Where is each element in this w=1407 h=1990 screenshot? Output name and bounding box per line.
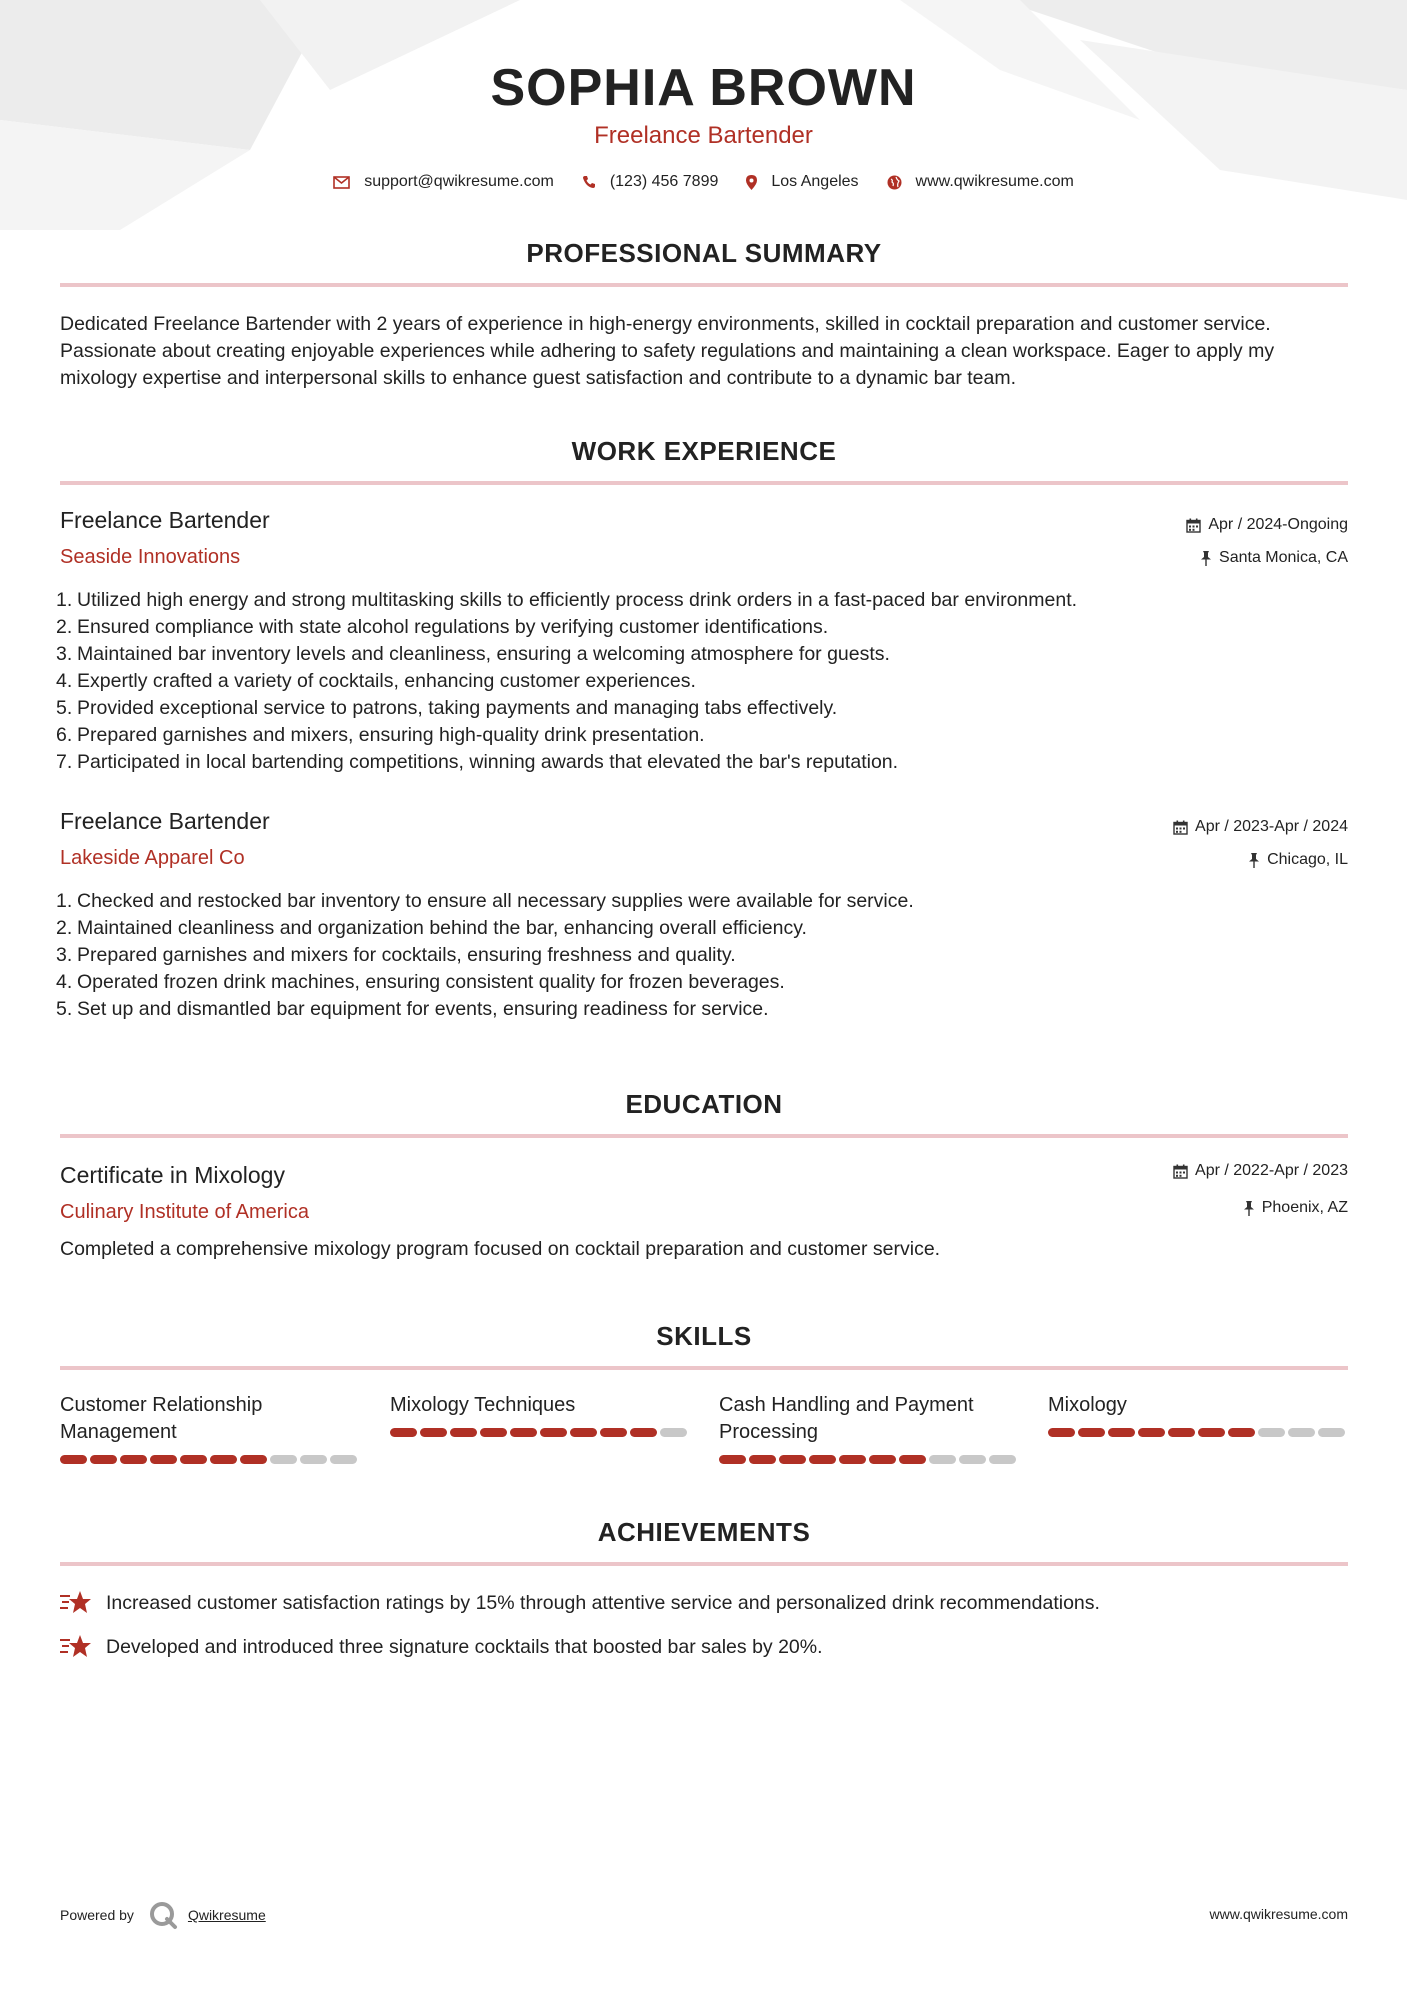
skill-segment-filled <box>809 1455 836 1464</box>
list-item: 1. Utilized high energy and strong multitasking skills to efficiently process drink orders in a fast-paced bar environment. <box>56 589 1078 611</box>
job-location <box>1248 851 1348 869</box>
skill-name: Mixology Techniques <box>390 1394 576 1416</box>
skill-level-bar <box>60 1455 360 1464</box>
contact-website-text: www.qwikresume.com <box>915 173 1074 190</box>
contact-phone[interactable] <box>582 173 719 191</box>
phone-icon <box>582 175 596 189</box>
skill-segment-filled <box>630 1428 657 1437</box>
skill-item <box>60 1392 360 1464</box>
education-description: Completed a comprehensive mixology program focused on cocktail preparation and customer service. <box>60 1238 941 1260</box>
education-location <box>1243 1199 1348 1217</box>
candidate-name: SOPHIA BROWN <box>490 59 917 117</box>
contact-email[interactable] <box>333 173 554 191</box>
education-dates-text: Apr / 2022-Apr / 2023 <box>1195 1162 1348 1179</box>
skill-segment-empty <box>330 1455 357 1464</box>
list-item: 3. Prepared garnishes and mixers for cocktails, ensuring freshness and quality. <box>56 944 736 966</box>
contact-phone-text: (123) 456 7899 <box>609 173 719 190</box>
skill-segment-empty <box>1288 1428 1315 1437</box>
skill-segment-filled <box>90 1455 117 1464</box>
skill-segment-empty <box>270 1455 297 1464</box>
skill-segment-filled <box>390 1428 417 1437</box>
achievements-heading: ACHIEVEMENTS <box>597 1517 811 1547</box>
skill-segment-filled <box>600 1428 627 1437</box>
list-item: 7. Participated in local bartending competitions, winning awards that elevated the bar's reputation. <box>56 751 899 773</box>
skill-segment-filled <box>180 1455 207 1464</box>
skill-segment-filled <box>1138 1428 1165 1437</box>
skill-segment-filled <box>480 1428 507 1437</box>
candidate-title: Freelance Bartender <box>594 122 813 149</box>
job-company: Lakeside Apparel Co <box>60 847 245 869</box>
skill-segment-filled <box>1108 1428 1135 1437</box>
achievement-text: Increased customer satisfaction ratings by 15% through attentive service and personalized drink recommendations. <box>106 1591 1100 1614</box>
job-dates-text: Apr / 2023-Apr / 2024 <box>1195 818 1348 835</box>
skill-segment-filled <box>450 1428 477 1437</box>
list-item: 2. Maintained cleanliness and organization behind the bar, enhancing overall efficiency. <box>56 917 807 939</box>
skill-item <box>1048 1392 1348 1437</box>
calendar-icon <box>1173 1164 1188 1179</box>
skill-segment-filled <box>899 1455 926 1464</box>
skill-segment-filled <box>1168 1428 1195 1437</box>
qwikresume-logo-icon <box>148 1900 178 1930</box>
section-divider <box>60 1562 1348 1566</box>
skill-segment-empty <box>1258 1428 1285 1437</box>
skill-segment-empty <box>959 1455 986 1464</box>
job-dates-text: Apr / 2024-Ongoing <box>1208 516 1348 533</box>
skill-segment-filled <box>779 1455 806 1464</box>
skill-segment-filled <box>60 1455 87 1464</box>
section-divider <box>60 481 1348 485</box>
skill-level-bar <box>390 1428 690 1437</box>
job-dates <box>1186 516 1348 534</box>
contact-email-text: support@qwikresume.com <box>364 173 554 190</box>
skill-item <box>719 1392 1019 1464</box>
contact-location <box>746 173 858 191</box>
job-company: Seaside Innovations <box>60 546 241 568</box>
skill-segment-filled <box>570 1428 597 1437</box>
skill-segment-filled <box>210 1455 237 1464</box>
section-divider <box>60 1134 1348 1138</box>
skill-segment-filled <box>1198 1428 1225 1437</box>
skill-segment-filled <box>240 1455 267 1464</box>
skill-segment-filled <box>420 1428 447 1437</box>
education-location-text: Phoenix, AZ <box>1261 1199 1348 1216</box>
list-item: 4. Operated frozen drink machines, ensuring consistent quality for frozen beverages. <box>56 971 785 993</box>
pushpin-icon <box>1243 1201 1255 1216</box>
map-pin-icon <box>746 175 757 190</box>
education-degree: Certificate in Mixology <box>60 1162 285 1188</box>
star-icon <box>60 1590 92 1616</box>
calendar-icon <box>1173 820 1188 835</box>
job-title: Freelance Bartender <box>60 507 270 533</box>
job-location-text: Santa Monica, CA <box>1219 549 1348 566</box>
footer-powered-by <box>60 1900 266 1930</box>
contact-row <box>0 173 1407 191</box>
skill-segment-filled <box>510 1428 537 1437</box>
skill-segment-filled <box>839 1455 866 1464</box>
brand-link[interactable]: Qwikresume <box>187 1907 266 1923</box>
skill-segment-empty <box>660 1428 687 1437</box>
contact-website[interactable] <box>887 173 1074 191</box>
skill-segment-filled <box>1078 1428 1105 1437</box>
skill-segment-filled <box>120 1455 147 1464</box>
powered-by-label: Powered by <box>60 1907 134 1923</box>
job-location <box>1200 549 1348 567</box>
job-location-text: Chicago, IL <box>1267 851 1348 868</box>
globe-icon <box>887 175 902 190</box>
skill-segment-filled <box>1048 1428 1075 1437</box>
education-heading: EDUCATION <box>625 1089 783 1119</box>
skill-segment-empty <box>929 1455 956 1464</box>
summary-text: Dedicated Freelance Bartender with 2 years of experience in high-energy environments, skilled in cocktail preparation and customer service. Passionate about creating enjoyable experiences while adhering to safety regulations and maintaining a clean workspace. Eager to apply my mixology expertise and interpersonal skills to enhance guest satisfaction and contribute to a dynamic bar team. <box>60 313 1275 389</box>
skill-segment-empty <box>300 1455 327 1464</box>
list-item: 2. Ensured compliance with state alcohol regulations by verifying customer identifications. <box>56 616 829 638</box>
achievement-item <box>60 1590 1350 1616</box>
list-item: 5. Set up and dismantled bar equipment for events, ensuring readiness for service. <box>56 998 769 1020</box>
skill-segment-filled <box>749 1455 776 1464</box>
achievement-text: Developed and introduced three signature cocktails that boosted bar sales by 20%. <box>106 1635 823 1658</box>
job-title: Freelance Bartender <box>60 808 270 834</box>
mail-icon <box>333 176 350 189</box>
skill-segment-filled <box>150 1455 177 1464</box>
pushpin-icon <box>1200 551 1212 566</box>
skill-item <box>390 1392 690 1437</box>
summary-heading: PROFESSIONAL SUMMARY <box>526 238 882 268</box>
skill-name: Customer Relationship Management <box>60 1394 263 1443</box>
list-item: 5. Provided exceptional service to patrons, taking payments and managing tabs effectively. <box>56 697 838 719</box>
job-responsibilities <box>56 587 1346 776</box>
education-school: Culinary Institute of America <box>60 1201 309 1223</box>
list-item: 1. Checked and restocked bar inventory to ensure all necessary supplies were available for service. <box>56 890 914 912</box>
skill-segment-empty <box>1318 1428 1345 1437</box>
job-responsibilities <box>56 888 1346 1023</box>
section-divider <box>60 283 1348 287</box>
footer-url[interactable]: www.qwikresume.com <box>1209 1906 1348 1922</box>
list-item: 6. Prepared garnishes and mixers, ensuring high-quality drink presentation. <box>56 724 705 746</box>
skill-segment-filled <box>1228 1428 1255 1437</box>
skill-level-bar <box>719 1455 1019 1464</box>
star-icon <box>60 1634 92 1660</box>
skill-name: Cash Handling and Payment Processing <box>719 1394 974 1443</box>
contact-location-text: Los Angeles <box>771 173 859 190</box>
skill-segment-empty <box>989 1455 1016 1464</box>
skill-level-bar <box>1048 1428 1348 1437</box>
experience-heading: WORK EXPERIENCE <box>571 436 837 466</box>
list-item: 3. Maintained bar inventory levels and cleanliness, ensuring a welcoming atmosphere for guests. <box>56 643 890 665</box>
skill-segment-filled <box>719 1455 746 1464</box>
job-dates <box>1173 818 1348 836</box>
education-dates <box>1173 1162 1348 1180</box>
list-item: 4. Expertly crafted a variety of cocktails, enhancing customer experiences. <box>56 670 696 692</box>
section-divider <box>60 1366 1348 1370</box>
pushpin-icon <box>1248 853 1260 868</box>
calendar-icon <box>1186 518 1201 533</box>
skill-segment-filled <box>869 1455 896 1464</box>
skills-heading: SKILLS <box>656 1321 752 1351</box>
skill-name: Mixology <box>1048 1394 1127 1416</box>
skill-segment-filled <box>540 1428 567 1437</box>
achievement-item <box>60 1634 1350 1660</box>
